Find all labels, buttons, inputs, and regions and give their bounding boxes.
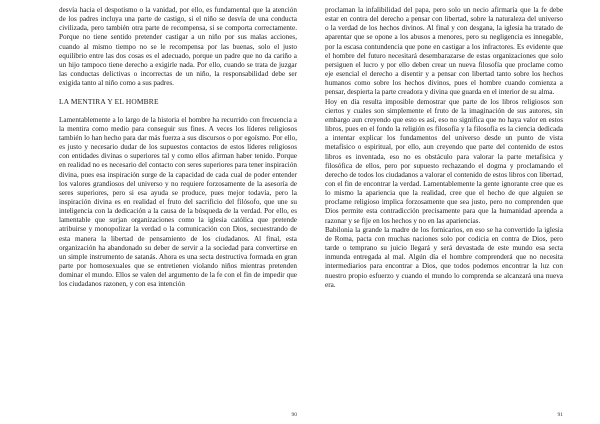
right-page: [325, 6, 563, 418]
right-paragraph-2: Hoy en día resulta imposible demostrar que parte de los libros religiosos son ciertos y cuales son simplemente el fruto de la imaginación de sus autores, sin embargo aun creyendo que esto es así, eso no significa que no haya valor en estos libros, pues en el fondo la religión es filosofía y la filosofía es la ciencia dedicada a intentar explicar los fundamentos del universo desde un punto de vista metafísico o espiritual, por ello, aun creyendo que parte del contenido de estos libros es inventada, eso no es obstáculo para valorar la parte metafísica y filosófica de ellos, pero por supuesto rechazando el dogma y proclamando el derecho de todos los ciudadanos a valorar el contenido de estos libros con libertad, con el fin de encontrar la verdad. Lamentablemente la gente ignorante cree que es lo mismo la apariencia que la realidad, cree que el hecho de que alguien se proclame religioso implica forzosamente que sea justo, pero no comprenden que Dios permite esta contradicción precisamente para que la humanidad aprenda a razonar y se fije en los hechos y no en las apariencias.: [325, 97, 563, 225]
right-paragraph-1: proclaman la infalibilidad del papa, pero solo un necio afirmaría que la fe debe estar en contra del derecho a pensar con libertad, sobre la naturaleza del universo o la verdad de los hechos divinos. Al final y con desgana, la iglesia ha tratado de aparentar que se opone a los abusos a menores, pero su negligencia es innegable, por la escasa contundencia que pone en castigar a los infractores. Es evidente que el hombre del futuro necesitará desembarazarse de estas organizaciones que solo persiguen el lucro y por ello deben crear un nueva filosofía que proclame como eje esencial el derecho a disentir y a pensar con libertad tanto sobre los hechos humanos como sobre los hechos divinos, pues el hombre cuando comienza a pensar, despierta la parte creadora y divina que guarda en el interior de su alma.: [325, 6, 563, 97]
section-heading: LA MENTIRA Y EL HOMBRE: [59, 97, 159, 107]
left-paragraph-2: Lamentablemente a lo largo de la historia el hombre ha recurrido con frecuencia a la mentira como medio para conseguir sus fines. A veces los líderes religiosos también lo han hecho para dar más fuerza a sus discursos o por egoísmo. Por ello, es justo y necesario dudar de los supuestos contactos de estos líderes religiosos con entidades divinas o superiores tal y como ellos afirman haber tenido. Porque en realidad no es necesario del contacto con seres superiores para tener inspiración divina, pues esa inspiración surge de la capacidad de cada cual de poder entender los valores grandiosos del universo y no requiere forzosamente de la asesoría de seres superiores, pero si esa ayuda se produce, pues mejor todavía, pero la inspiración divina es en realidad el fruto del sacrificio del filósofo, que une su inteligencia con la dedicación a la causa de la búsqueda de la verdad. Por ello, es lamentable que surjan organizaciones como la iglesia católica que pretende atribuirse y monopolizar la verdad o la comunicación con Dios, secuestrando de esta manera la libertad de pensamiento de los ciudadanos. Al final, esta organización ha abandonado su deber de servir a la sociedad para convertirse en un simple instrumento de satanás. Ahora es una secta destructiva formada en gran parte por homosexuales que se entretienen violando niños mientras pretenden dominar el mundo. Ellos se valen del argumento de la fe con el fin de impedir que los ciudadanos razonen, y con esa intención: [59, 115, 297, 289]
right-page-body: [325, 6, 563, 410]
right-paragraph-3: Babilonia la grande la madre de los fornicarios, en eso se ha convertido la iglesia de Roma, pacta con muchas naciones solo por codicia en contra de Dios, pero tarde o temprano su juicio llegará y será devastada de este mundo esa secta inmunda entregada al mal. Algún día el hombre comprenderá que no necesita intermediarios para encontrar a Dios, que todos podemos encontrar la luz con nuestro propio esfuerzo y cuando el mundo lo comprenda se alcanzará una nueva era.: [325, 225, 563, 289]
left-page-number: 90: [291, 412, 297, 418]
left-page-body: [59, 6, 297, 410]
right-page-number: 91: [557, 412, 563, 418]
left-page: [59, 6, 297, 418]
left-paragraph-1: desvía hacia el despotismo o la vanidad, por ello, es fundamental que la atención de los padres incluya una parte de castigo, si el niño se desvía de una conducta civilizada, pero también otra parte de recompensa, si se comporta correctamente. Porque no tiene sentido pretender castigar a un niño por sus malas acciones, cuando al mismo tiempo no se le recompensa por las buenas, solo el justo equilibrio entre las dos cosas es el adecuado, porque un padre que no da cariño a un hijo tampoco tiene derecho a exigirle nada. Por ello, cuando se trata de juzgar las conductas delictivas o incorrectas de un niño, la responsabilidad debe ser exigida tanto al niño como a sus padres.: [59, 6, 297, 88]
